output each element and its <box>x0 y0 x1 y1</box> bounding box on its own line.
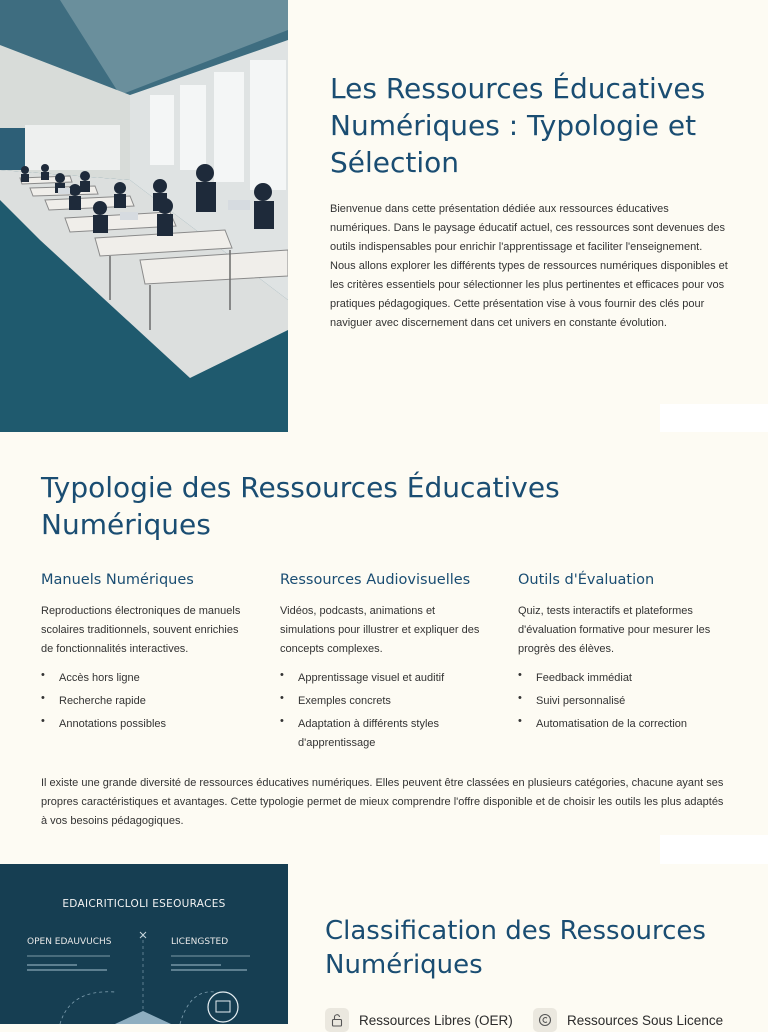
list-item: • Automatisation de la correction <box>518 715 728 734</box>
typology-slide <box>0 432 768 864</box>
column-heading: Manuels Numériques <box>41 572 194 588</box>
copyright-icon <box>533 1008 557 1032</box>
list-item: • Annotations possibles <box>41 715 251 734</box>
page-title: Les Ressources Éducatives Numériques : Typologie et Sélection <box>330 72 706 179</box>
list-item: • Feedback immédiat <box>518 669 728 688</box>
list-item: • Recherche rapide <box>41 692 251 711</box>
column-description: Reproductions électroniques de manuels scolaires traditionnels, souvent enrichies de fonctionnalités interactives. <box>41 605 241 655</box>
column-evaluation <box>518 572 728 738</box>
infographic-image <box>0 864 288 1024</box>
list-item: • Apprentissage visuel et auditif <box>280 669 490 688</box>
column-heading: Ressources Audiovisuelles <box>280 572 471 588</box>
column-description: Vidéos, podcasts, animations et simulations pour illustrer et expliquer des concepts complexes. <box>280 605 480 655</box>
typology-summary: Il existe une grande diversité de ressources éducatives numériques. Elles peuvent être classées en plusieurs catégories, chacune ayant ses propres caractéristiques et avantages. Cette typologie permet de mieux comprendre l'offre disponible et de choisir les outils les plus adaptés à vos besoins pédagogiques. <box>41 777 724 827</box>
column-description: Quiz, tests interactifs et plateformes d'évaluation formative pour mesurer les progrès des élèves. <box>518 605 711 655</box>
chip-label: Ressources Sous Licence <box>567 1012 724 1028</box>
classification-slide <box>0 864 768 1028</box>
intro-paragraph: Bienvenue dans cette présentation dédiée aux ressources éducatives numériques. Dans le paysage éducatif actuel, ces ressources sont devenues des outils indispensables pour enrichir l'apprentissage et faciliter l'enseignement. Nous allons explorer les différents types de ressources numériques disponibles et les critères essentiels pour sélectionner les plus pertinentes et efficaces pour vos pratiques pédagogiques. Cette présentation vise à vous fournir des clés pour naviguer avec discernement dans cet univers en constante évolution. <box>330 203 728 329</box>
bullet-list <box>41 669 251 734</box>
chip-ressources-licence <box>533 1008 723 1032</box>
infographic-title: EDAICRITICLOLI ESEOURACES <box>62 898 226 910</box>
list-item: • Suivi personnalisé <box>518 692 728 711</box>
typology-title: Typologie des Ressources Éducatives Numériques <box>41 471 560 541</box>
chip-ressources-libres <box>325 1008 513 1032</box>
open-lock-icon <box>325 1008 349 1032</box>
bullet-list <box>280 669 490 753</box>
column-audiovisuelles <box>280 572 490 757</box>
classification-title: Classification des Ressources Numériques <box>325 916 706 980</box>
list-item: • Exemples concrets <box>280 692 490 711</box>
chip-label: Ressources Libres (OER) <box>359 1012 513 1028</box>
slide-corner-tab <box>660 404 768 432</box>
list-item: • Adaptation à différents styles d'apprentissage <box>280 715 490 753</box>
column-heading: Outils d'Évaluation <box>518 572 655 588</box>
list-item: • Accès hors ligne <box>41 669 251 688</box>
infographic-right-label: LICENGSTED <box>171 937 229 947</box>
classroom-photo <box>0 0 288 432</box>
infographic-left-label: OPEN EDAUVUCHS <box>27 937 112 947</box>
intro-slide <box>0 0 768 432</box>
bullet-list <box>518 669 728 734</box>
slide-corner-tab <box>660 835 768 864</box>
column-manuels <box>41 572 251 738</box>
